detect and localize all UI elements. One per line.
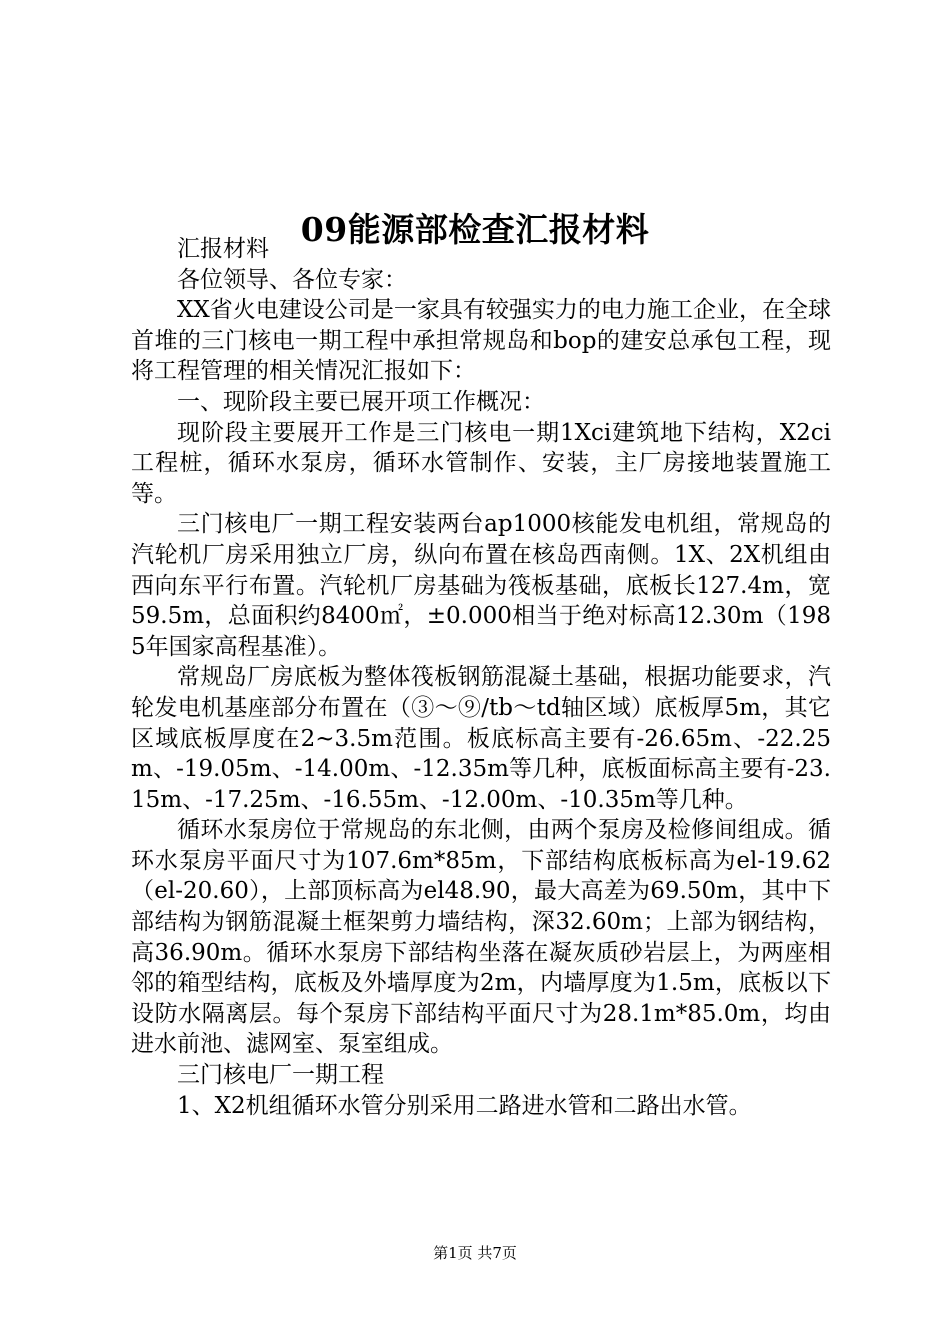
paragraph-intro: XX省火电建设公司是一家具有较强实力的电力施工企业，在全球首堆的三门核电一期工程中承担常规岛和bop的建安总承包工程，现将工程管理的相关情况汇报如下：	[131, 297, 831, 385]
paragraph-heading-label: 汇报材料	[177, 236, 269, 262]
page-footer: 第1页 共7页	[433, 1244, 517, 1262]
paragraph-salutation: 各位领导、各位专家：	[177, 266, 407, 293]
paragraph-section-heading: 一、现阶段主要已展开项工作概况：	[177, 388, 545, 415]
paragraph-current-work: 现阶段主要展开工作是三门核电一期1Xci建筑地下结构，X2ci工程桩，循环水泵房，循环水管制作、安装，主厂房接地装置施工等。	[131, 419, 831, 507]
paragraph-water-pipes: 1、X2机组循环水管分别采用二路进水管和二路出水管。	[177, 1092, 752, 1119]
document-title: 09能源部检查汇报材料	[300, 210, 650, 250]
paragraph-foundation: 常规岛厂房底板为整体筏板钢筋混凝土基础，根据功能要求，汽轮发电机基座部分布置在（③～⑨/tb～td轴区域）底板厚5m，其它区域底板厚度在2~3.5m范围。板底标高主要有-26.65m、-22.25m、-19.05m、-14.00m、-12.35m等几种，底板面标高主要有-23.15m、-17.25m、-16.55m、-12.00m、-10.35m等几种。	[131, 664, 831, 813]
document-body	[131, 234, 831, 1121]
paragraph-pump-house: 循环水泵房位于常规岛的东北侧，由两个泵房及检修间组成。循环水泵房平面尺寸为107.6m*85m，下部结构底板标高为el-19.62（el-20.60），上部顶标高为el48.90，最大高差为69.50m，其中下部结构为钢筋混凝土框架剪力墙结构，深32.60m；上部为钢结构，高36.90m。循环水泵房下部结构坐落在凝灰质砂岩层上，为两座相邻的箱型结构，底板及外墙厚度为2m，内墙厚度为1.5m，底板以下设防水隔离层。每个泵房下部结构平面尺寸为28.1m*85.0m，均由进水前池、滤网室、泵室组成。	[131, 817, 831, 1058]
paragraph-project-name: 三门核电厂一期工程	[177, 1062, 384, 1089]
paragraph-plant-layout: 三门核电厂一期工程安装两台ap1000核能发电机组，常规岛的汽轮机厂房采用独立厂房，纵向布置在核岛西南侧。1X、2X机组由西向东平行布置。汽轮机厂房基础为筏板基础，底板长127.4m，宽59.5m，总面积约8400㎡，±0.000相当于绝对标高12.30m（1985年国家高程基准）。	[131, 511, 831, 660]
